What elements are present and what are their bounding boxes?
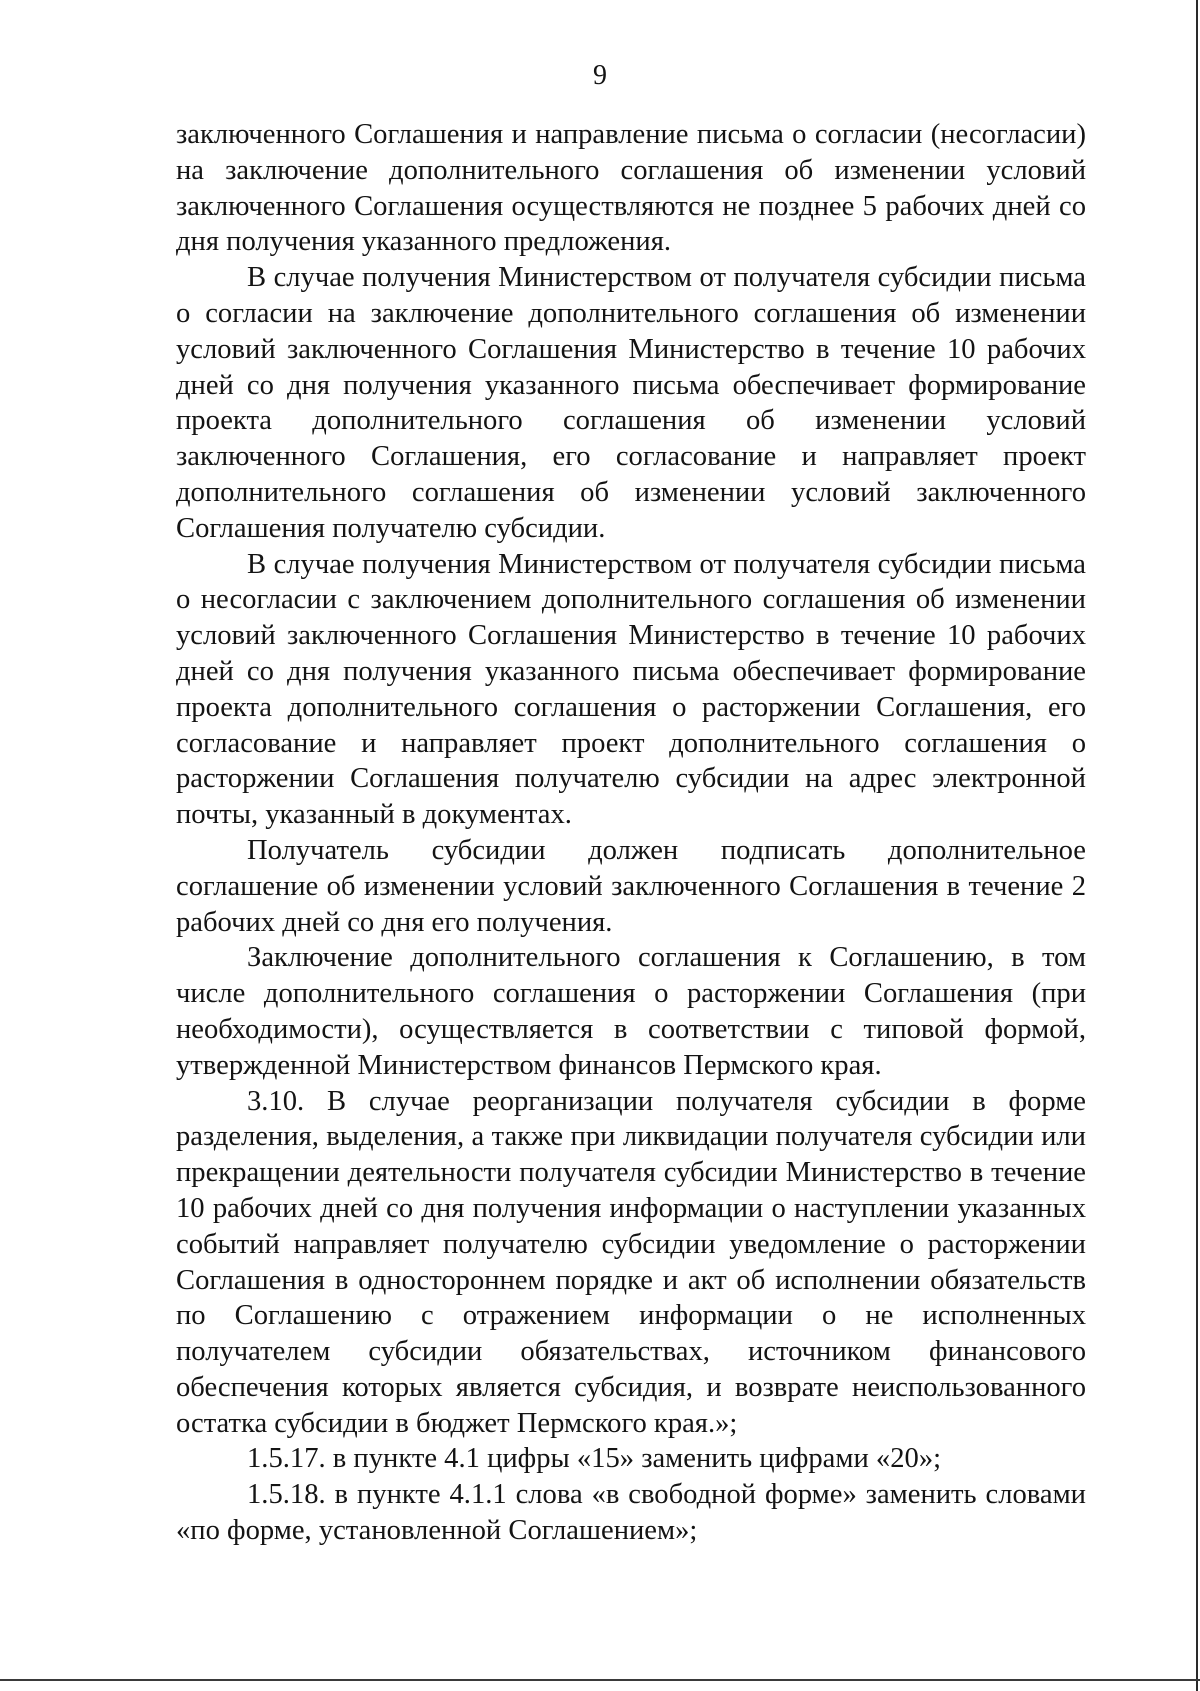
scan-border-right [1196,0,1198,1691]
paragraph-signing-deadline: Получатель субсидии должен подписать дополнительное соглашение об изменении условий заключенного Соглашения в течение 2 рабочих дней со дня его получения. [176,834,1086,938]
paragraph-item-1-5-17: 1.5.17. в пункте 4.1 цифры «15» заменить цифрами «20»; [247,1443,942,1475]
document-body [176,117,1086,1549]
page-number: 9 [593,60,607,91]
paragraph-continuation: заключенного Соглашения и направление письма о согласии (несогласии) на заключение дополнительного соглашения об изменении условий заключенного Соглашения осуществляются не позднее 5 рабочих дней со дня получения указанного предложения. [176,119,1086,258]
scan-border-bottom [0,1679,1200,1681]
paragraph-dissent-letter: В случае получения Министерством от получателя субсидии письма о несогласии с заключением дополнительного соглашения об изменении условий заключенного Соглашения Министерство в течение 10 рабочих дней со дня получения указанного письма обеспечивает формирование проекта дополнительного соглашения о расторжении Соглашения, его согласование и направляет проект дополнительного соглашения о расторжении Соглашения получателю субсидии на адрес электронной почты, указанный в документах. [176,548,1086,831]
paragraph-consent-letter: В случае получения Министерством от получателя субсидии письма о согласии на заключение дополнительного соглашения об изменении условий заключенного Соглашения Министерство в течение 10 рабочих дней со дня получения указанного письма обеспечивает формирование проекта дополнительного соглашения об изменении условий заключенного Соглашения, его согласование и направляет проект дополнительного соглашения об изменении условий заключенного Соглашения получателю субсидии. [176,262,1086,544]
paragraph-standard-form: Заключение дополнительного соглашения к Соглашению, в том числе дополнительного соглашения о расторжении Соглашения (при необходимости), осуществляется в соответствии с типовой формой, утвержденной Министерством финансов Пермского края. [176,942,1086,1081]
paragraph-clause-3-10: 3.10. В случае реорганизации получателя субсидии в форме разделения, выделения, а также при ликвидации получателя субсидии или прекращении деятельности получателя субсидии Министерство в течение 10 рабочих дней со дня получения информации о наступлении указанных событий направляет получателю субсидии уведомление о расторжении Соглашения в одностороннем порядке и акт об исполнении обязательств по Соглашению с отражением информации о не исполненных получателем субсидии обязательствах, источником финансового обеспечения которых является субсидия, и возврате неиспользованного остатка субсидии в бюджет Пермского края.»; [176,1085,1086,1439]
paragraph-item-1-5-18: 1.5.18. в пункте 4.1.1 слова «в свободной форме» заменить словами «по форме, установленной Соглашением»; [176,1479,1086,1547]
